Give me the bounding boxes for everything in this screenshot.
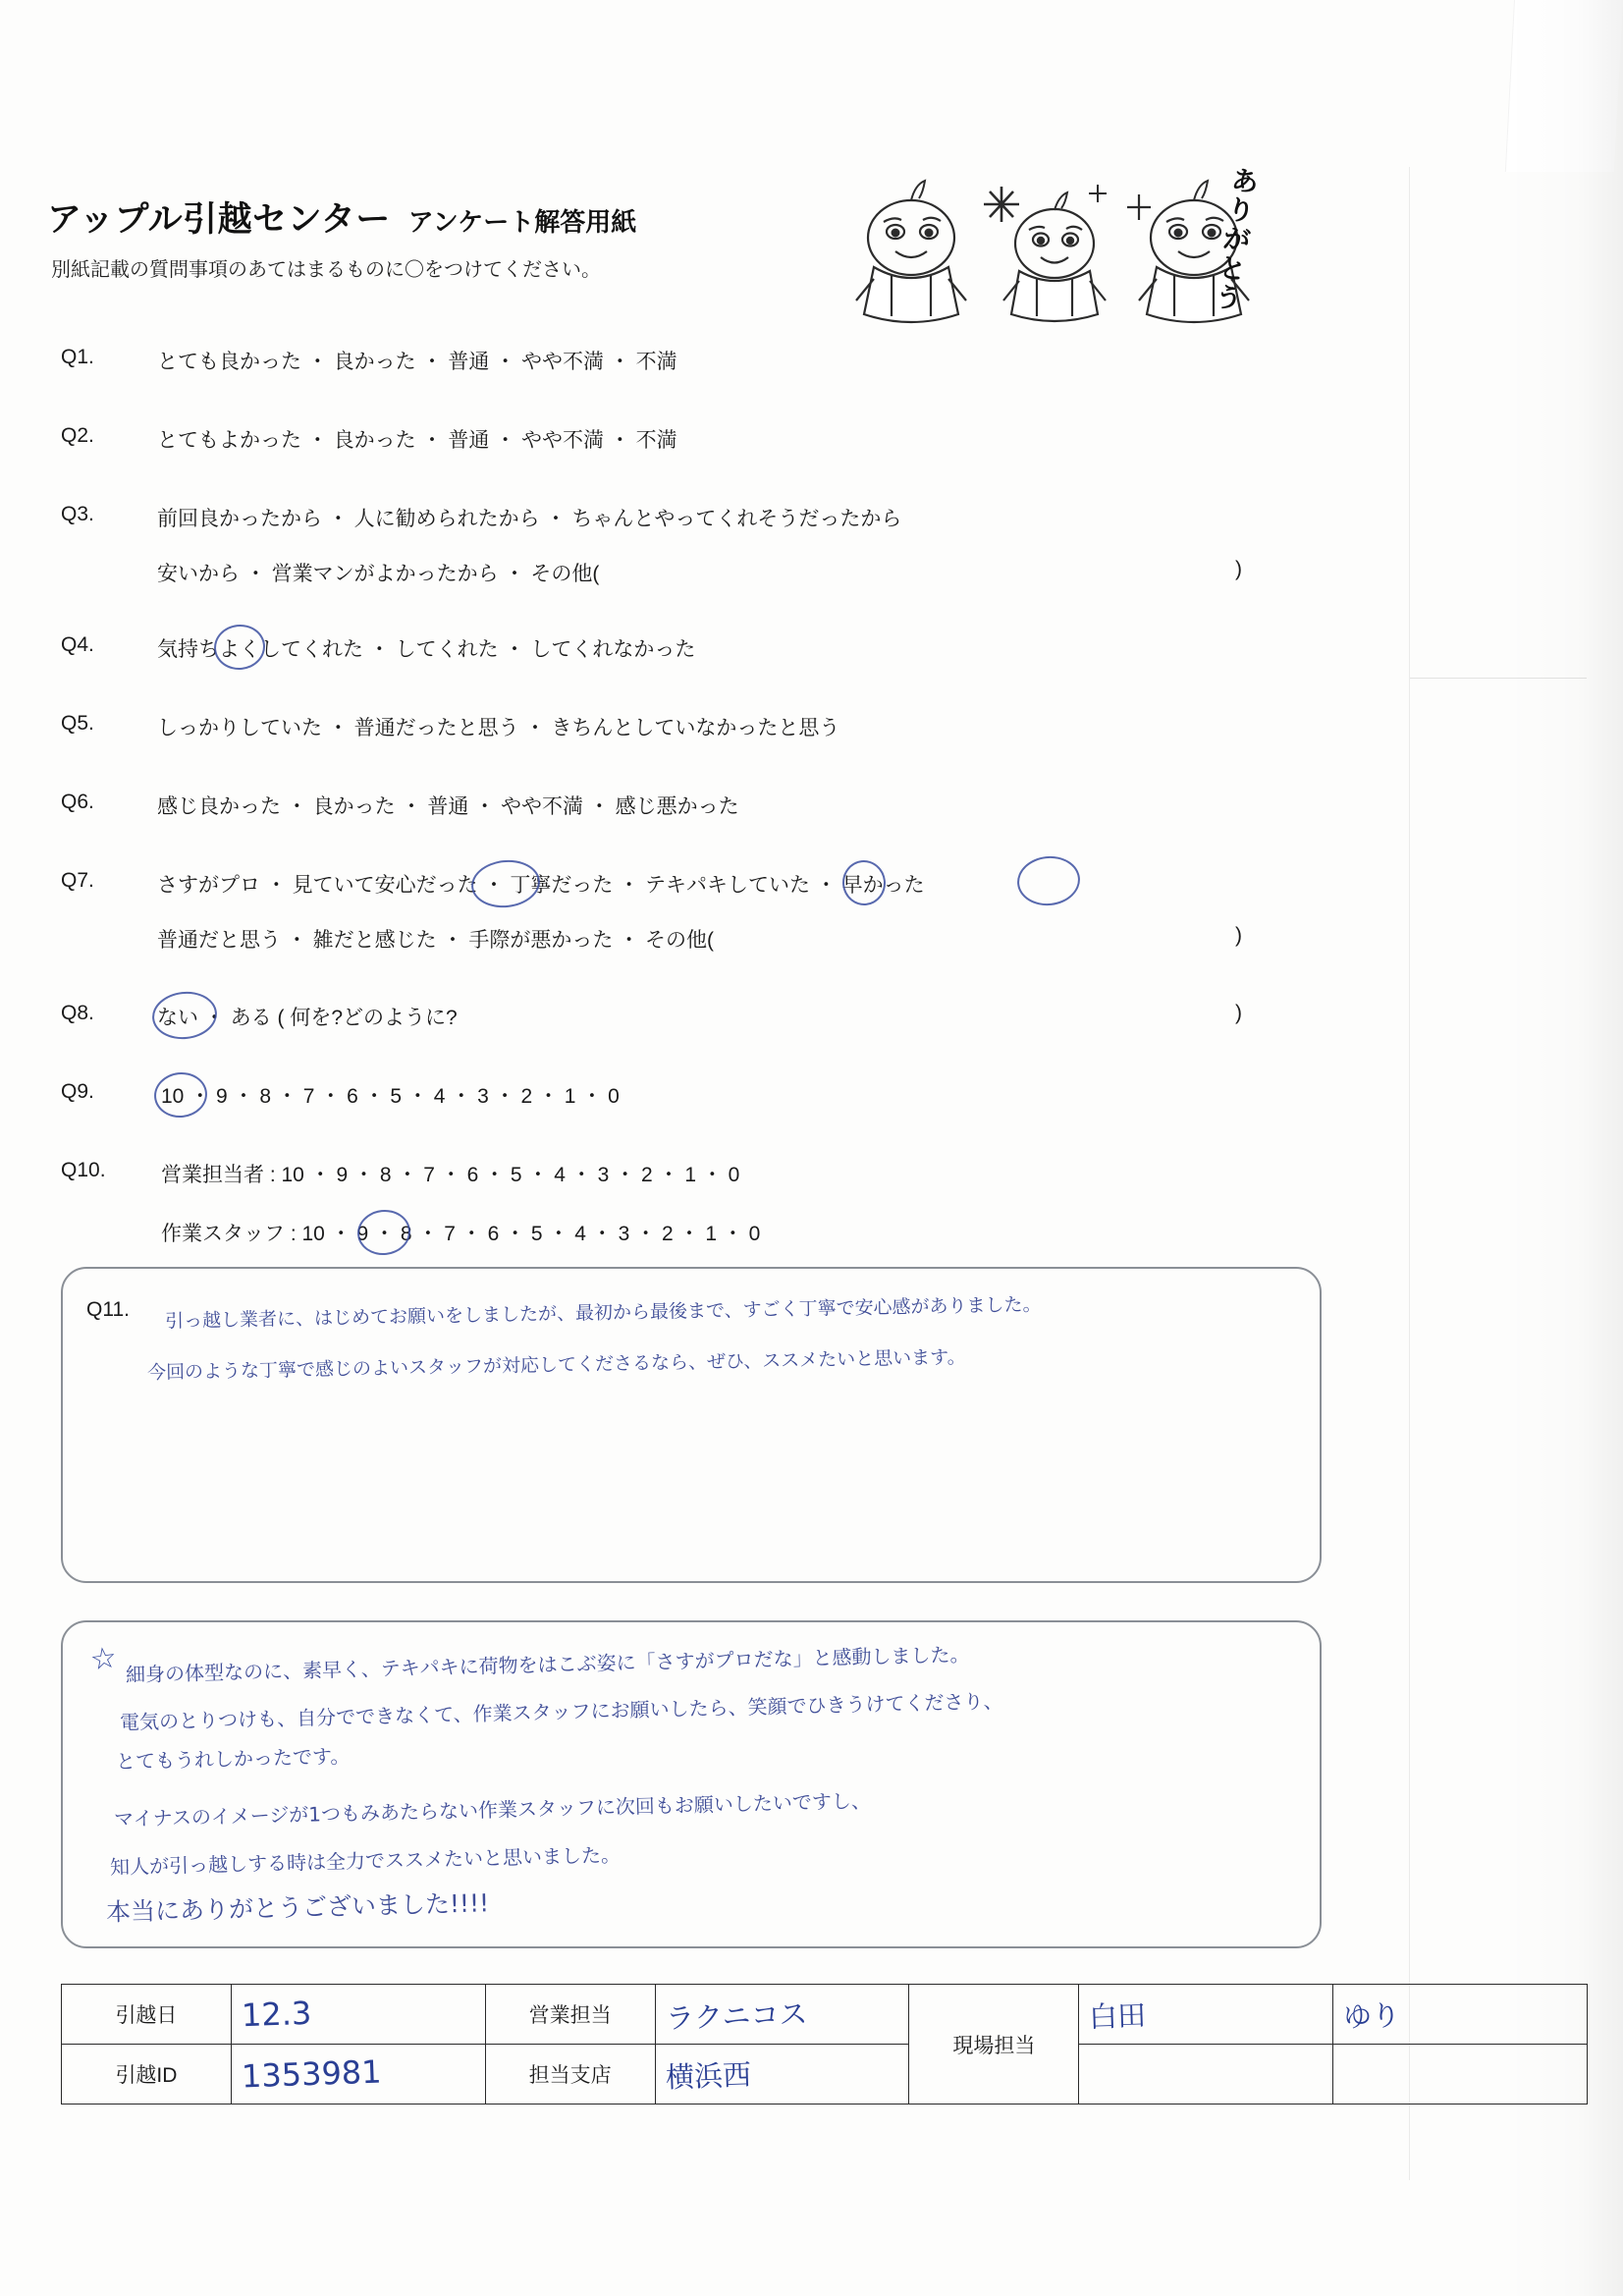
scan-edge-shadow bbox=[1505, 0, 1623, 2296]
scan-fold-line-vertical bbox=[1409, 167, 1410, 2180]
question-id-q2: Q2. bbox=[61, 424, 94, 447]
question-id-q10: Q10. bbox=[61, 1159, 106, 1181]
handwritten-site-staff-1: 白田 bbox=[1088, 1997, 1147, 2034]
question-id-q9: Q9. bbox=[61, 1080, 94, 1103]
question-id-q8: Q8. bbox=[61, 1002, 94, 1024]
thanks-char-4: と bbox=[1217, 252, 1249, 286]
question-options-q1[interactable]: とても良かった ・ 良かった ・ 普通 ・ やや不満 ・ 不満 bbox=[157, 351, 677, 373]
question-options-q6[interactable]: 感じ良かった ・ 良かった ・ 普通 ・ やや不満 ・ 感じ悪かった bbox=[157, 795, 739, 818]
handwritten-branch: 横浜西 bbox=[665, 2056, 752, 2095]
footer-value-sales-rep[interactable] bbox=[655, 1985, 909, 2045]
handwritten-move-id: 1353981 bbox=[241, 2052, 383, 2096]
free-comment-line5: 知人が引っ越しする時は全力でススメたいと思いました。 bbox=[109, 1842, 622, 1880]
thanks-char-3: が bbox=[1221, 223, 1254, 257]
question-options-q4[interactable]: 気持ちよくしてくれた ・ してくれた ・ してくれなかった bbox=[157, 638, 696, 661]
star-mark: ☆ bbox=[87, 1641, 120, 1677]
footer-value-move-date[interactable] bbox=[231, 1985, 485, 2045]
footer-info-table bbox=[61, 1984, 1588, 2105]
handwritten-move-date: 12.3 bbox=[241, 1994, 312, 2035]
question-id-q11: Q11. bbox=[86, 1298, 130, 1321]
question-options-q8[interactable]: ない ・ ある ( 何を?どのように? bbox=[157, 1007, 458, 1029]
question-options-q9[interactable]: 10 ・ 9 ・ 8 ・ 7 ・ 6 ・ 5 ・ 4 ・ 3 ・ 2 ・ 1 ・ 0 bbox=[161, 1085, 620, 1108]
free-comment-line1: 細身の体型なのに、素早く、テキパキに荷物をはこぶ姿に「さすがプロだな」と感動しました。 bbox=[125, 1642, 970, 1687]
thanks-text bbox=[1212, 165, 1340, 336]
thanks-char-5: う bbox=[1213, 281, 1245, 315]
handwritten-sales-rep: ラクニコス bbox=[665, 1995, 808, 2036]
footer-value-move-id[interactable] bbox=[231, 2045, 485, 2105]
footer-label-move-id: 引越ID bbox=[62, 2045, 232, 2105]
question-id-q6: Q6. bbox=[61, 791, 94, 813]
footer-value-empty-1[interactable] bbox=[1079, 2045, 1333, 2105]
footer-label-sales-rep: 営業担当 bbox=[485, 1985, 655, 2045]
question-options-q2[interactable]: とてもよかった ・ 良かった ・ 普通 ・ やや不満 ・ 不満 bbox=[157, 429, 677, 452]
scan-corner-artifact bbox=[1505, 0, 1623, 172]
scan-fold-line-horizontal bbox=[1410, 678, 1587, 679]
footer-label-branch: 担当支店 bbox=[485, 2045, 655, 2105]
thanks-char-1: あ bbox=[1229, 165, 1262, 198]
table-row bbox=[62, 2045, 1588, 2105]
footer-value-empty-2[interactable] bbox=[1333, 2045, 1588, 2105]
footer-label-site-staff: 現場担当 bbox=[909, 1985, 1079, 2105]
q8-close-paren: ) bbox=[1235, 1002, 1242, 1024]
question-id-q1: Q1. bbox=[61, 346, 94, 368]
question-options-q10-line2[interactable]: 作業スタッフ : 10 ・ 9 ・ 8 ・ 7 ・ 6 ・ 5 ・ 4 ・ 3 ・ 2 ・ 1 ・ 0 bbox=[161, 1223, 761, 1245]
form-name: アンケート解答用紙 bbox=[407, 207, 637, 237]
free-comment-line6: 本当にありがとうございました!!!! bbox=[105, 1888, 490, 1927]
handwritten-circle-q7-c bbox=[1015, 853, 1083, 908]
footer-label-move-date: 引越日 bbox=[62, 1985, 232, 2045]
question-id-q4: Q4. bbox=[61, 633, 94, 656]
question-options-q7-line1[interactable]: さすがプロ ・ 見ていて安心だった ・ 丁寧だった ・ テキパキしていた ・ 早かった bbox=[157, 874, 925, 897]
free-comment-line2: 電気のとりつけも、自分でできなくて、作業スタッフにお願いしたら、笑顔でひきうけてくださり、 bbox=[119, 1689, 1003, 1734]
handwritten-site-staff-2: ゆり bbox=[1342, 1997, 1401, 2034]
question-options-q10-line1[interactable]: 営業担当者 : 10 ・ 9 ・ 8 ・ 7 ・ 6 ・ 5 ・ 4 ・ 3 ・ 2 ・ 1 ・ 0 bbox=[161, 1164, 740, 1186]
page-title bbox=[47, 192, 636, 242]
footer-value-site-staff-2[interactable] bbox=[1333, 1985, 1588, 2045]
question-options-q7-line2[interactable]: 普通だと思う ・ 雑だと感じた ・ 手際が悪かった ・ その他( bbox=[157, 929, 714, 952]
question-id-q7: Q7. bbox=[61, 869, 94, 892]
q3-close-paren: ) bbox=[1235, 558, 1242, 580]
question-id-q3: Q3. bbox=[61, 503, 94, 525]
question-options-q3-line1[interactable]: 前回良かったから ・ 人に勧められたから ・ ちゃんとやってくれそうだったから bbox=[157, 508, 902, 530]
q11-handwritten-line1: 引っ越し業者に、はじめてお願いをしましたが、最初から最後まで、すごく丁寧で安心感がありました。 bbox=[164, 1293, 1042, 1333]
question-id-q5: Q5. bbox=[61, 712, 94, 735]
free-comment-line3: とてもうれしかったです。 bbox=[115, 1744, 351, 1774]
footer-value-branch[interactable] bbox=[655, 2045, 909, 2105]
table-row bbox=[62, 1985, 1588, 2045]
footer-value-site-staff-1[interactable] bbox=[1079, 1985, 1333, 2045]
q7-close-paren: ) bbox=[1235, 924, 1242, 947]
company-name: アップル引越センター bbox=[47, 200, 391, 239]
question-options-q3-line2[interactable]: 安いから ・ 営業マンがよかったから ・ その他( bbox=[157, 563, 600, 585]
question-options-q5[interactable]: しっかりしていた ・ 普通だったと思う ・ きちんとしていなかったと思う bbox=[157, 717, 840, 739]
q11-handwritten-line2: 今回のような丁寧で感じのよいスタッフが対応してくださるなら、ぜひ、ススメたいと思います。 bbox=[146, 1345, 966, 1385]
thanks-char-2: り bbox=[1225, 193, 1258, 228]
instruction-text: 別紙記載の質問事項のあてはまるものに〇をつけてください。 bbox=[51, 259, 601, 281]
free-comment-line4: マイナスのイメージが1つもみあたらない作業スタッフに次回もお願いしたいですし、 bbox=[113, 1788, 872, 1831]
